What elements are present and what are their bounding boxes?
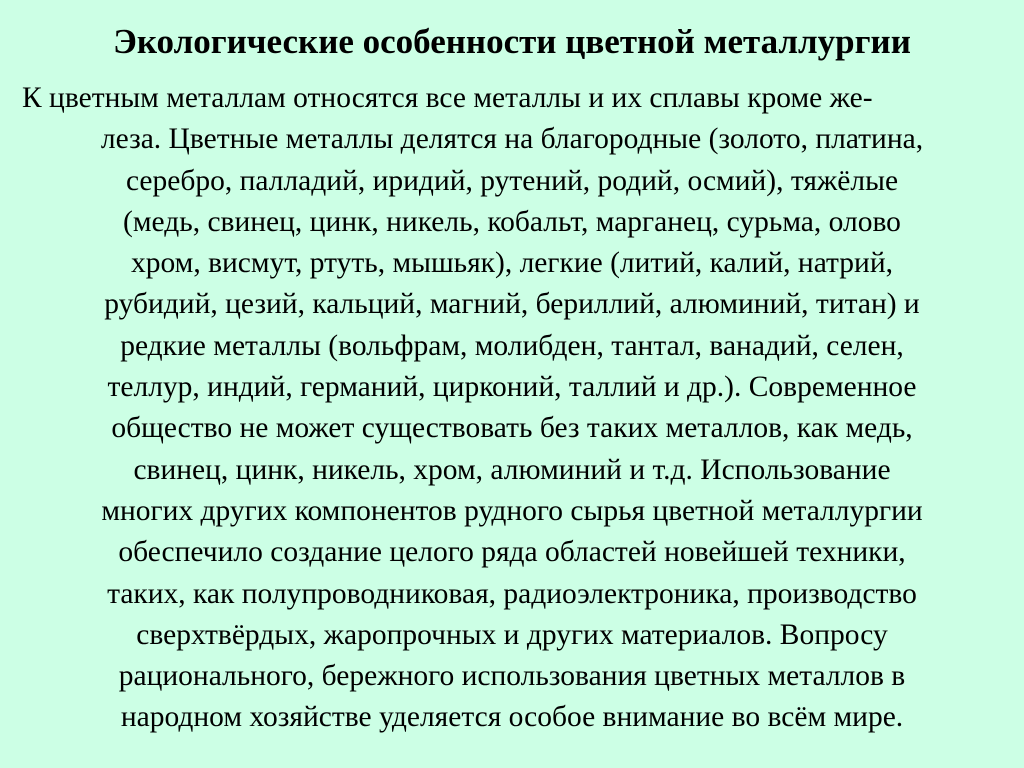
body-line: сверхтвёрдых, жаропрочных и других материалов. Вопросу bbox=[136, 618, 888, 651]
body-line: обеспечило создание целого ряда областей новейшей техники, bbox=[118, 536, 906, 569]
body-line: серебро, палладий, иридий, рутений, родий, осмий), тяжёлые bbox=[125, 164, 899, 197]
slide-title: Экологические особенности цветной металлургии bbox=[113, 22, 911, 61]
body-line: рубидий, цезий, кальций, магний, бериллий, алюминий, титан) и bbox=[104, 288, 920, 321]
body-line: народном хозяйстве уделяется особое внимание во всём мире. bbox=[120, 701, 904, 734]
body-line: таких, как полупроводниковая, радиоэлектроника, производство bbox=[107, 577, 917, 610]
body-line: редкие металлы (вольфрам, молибден, тантал, ванадий, селен, bbox=[120, 329, 904, 362]
body-line: (медь, свинец, цинк, никель, кобальт, марганец, сурьма, олово bbox=[123, 205, 901, 238]
body-line: свинец, цинк, никель, хром, алюминий и т.д. Использование bbox=[133, 453, 891, 486]
body-line: теллур, индий, германий, цирконий, таллий и др.). Современное bbox=[107, 371, 917, 404]
body-line: хром, висмут, ртуть, мышьяк), легкие (литий, калий, натрий, bbox=[130, 247, 893, 280]
body-line: общество не может существовать без таких металлов, как медь, bbox=[111, 412, 913, 445]
slide-body bbox=[0, 78, 1024, 739]
body-line: многих других компонентов рудного сырья цветной металлургии bbox=[101, 494, 923, 527]
body-line: К цветным металлам относятся все металлы и их сплавы кроме же- bbox=[22, 82, 873, 114]
body-line: леза. Цветные металлы делятся на благородные (золото, платина, bbox=[100, 123, 924, 156]
body-line: рационального, бережного использования цветных металлов в bbox=[118, 660, 906, 693]
